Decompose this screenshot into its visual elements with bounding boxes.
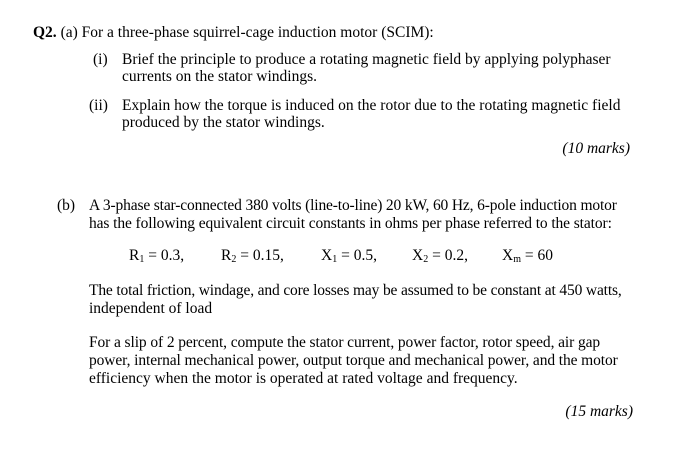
item-ii-line2: produced by the stator windings. (122, 114, 325, 131)
item-i-label: (i) (93, 51, 108, 68)
part-b-line2: has the following equivalent circuit constants in ohms per phase referred to the stator: (89, 215, 612, 232)
part-b-marks: (15 marks) (565, 403, 633, 420)
part-b-line1: A 3-phase star-connected 380 volts (line-to-line) 20 kW, 60 Hz, 6-pole induction motor (89, 197, 617, 214)
part-b-label: (b) (57, 197, 76, 214)
part-a-label: (a) (60, 24, 78, 41)
item-i-line1: Brief the principle to produce a rotating magnetic field by applying polyphaser (122, 51, 611, 68)
constant-r2: $R_2 = 0.15$, (221, 247, 284, 265)
losses-line2: independent of load (89, 300, 213, 317)
item-ii-label: (ii) (89, 97, 108, 114)
item-ii-line1: Explain how the torque is induced on the rotor due to the rotating magnetic field (122, 97, 621, 114)
constant-xm: $X_m = 60$ (502, 247, 553, 265)
part-a-marks: (10 marks) (562, 140, 630, 157)
constant-r1: $R_1 = 0.3$, (129, 247, 185, 265)
constant-x2: $X_2 = 0.2$, (412, 247, 468, 265)
task-line2: power, internal mechanical power, output torque and mechanical power, and the motor (89, 352, 618, 369)
losses-line1: The total friction, windage, and core losses may be assumed to be constant at 450 watts, (89, 282, 622, 299)
task-line3: efficiency when the motor is operated at rated voltage and frequency. (89, 370, 518, 387)
constant-x1: $X_1 = 0.5$, (321, 247, 377, 265)
question-header (33, 23, 434, 42)
question-number: Q2. (33, 24, 57, 41)
part-a-intro: For a three-phase squirrel-cage induction motor (SCIM): (81, 24, 434, 41)
item-i-line2: currents on the stator windings. (122, 68, 318, 85)
task-line1: For a slip of 2 percent, compute the stator current, power factor, rotor speed, air gap (89, 334, 601, 351)
